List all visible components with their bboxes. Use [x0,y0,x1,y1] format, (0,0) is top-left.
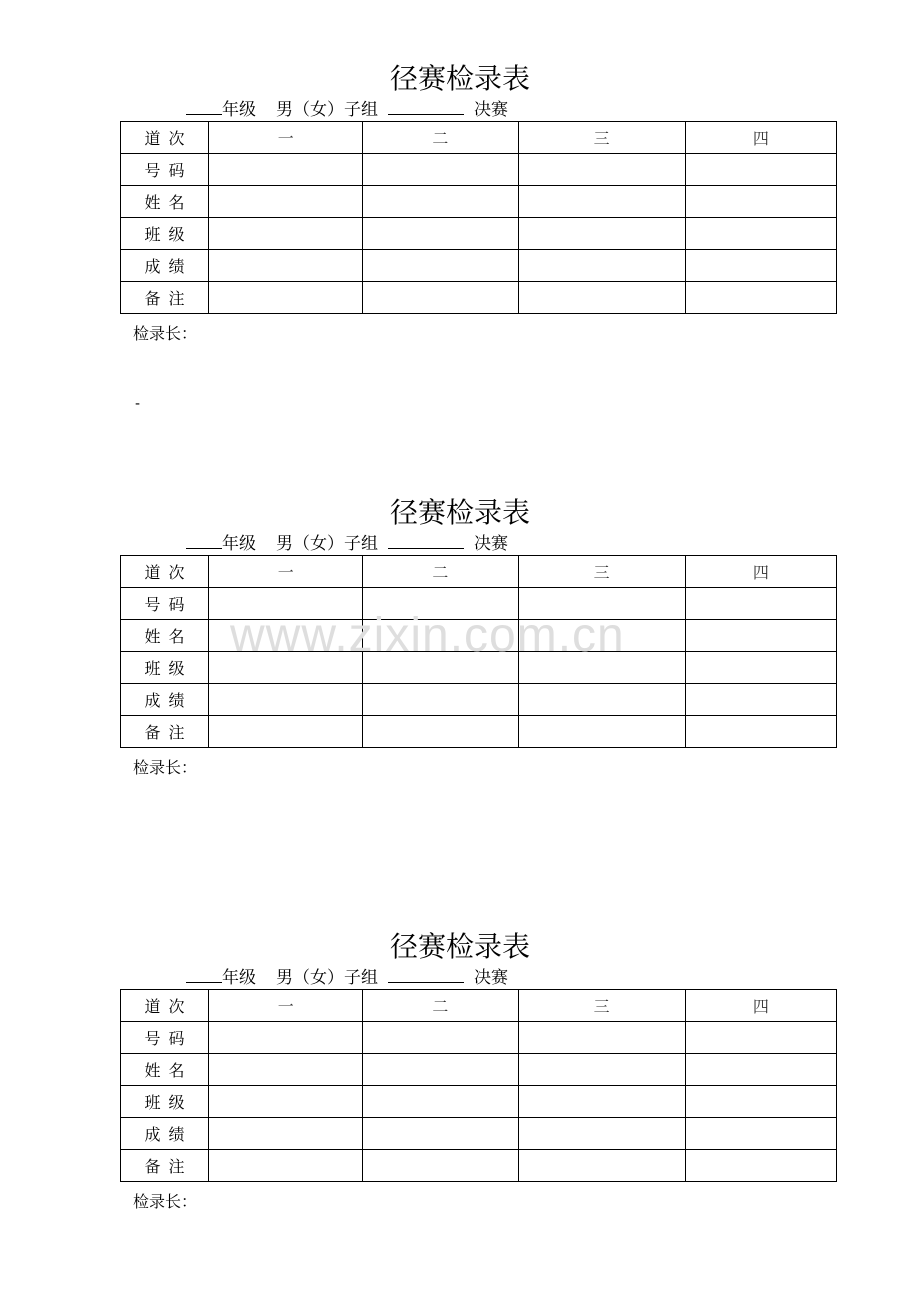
table-cell[interactable] [518,684,685,716]
row-label-class: 班级 [121,218,209,250]
table-cell[interactable] [209,218,363,250]
table-row [121,282,837,314]
stray-mark: - [135,396,141,412]
table-cell[interactable] [363,1150,518,1182]
lane-header: 道次 [121,556,209,588]
table-cell[interactable] [363,218,518,250]
table-cell[interactable] [363,684,518,716]
lane-4: 四 [685,990,836,1022]
table-cell[interactable] [363,154,518,186]
chief-label: 检录长： [133,758,198,777]
group-label: 男（女）子组 [276,100,378,120]
table-cell[interactable] [685,1118,836,1150]
lane-1: 一 [209,990,363,1022]
table-cell[interactable] [518,186,685,218]
table-cell[interactable] [209,716,363,748]
table-cell[interactable] [685,1086,836,1118]
table-cell[interactable] [363,620,518,652]
table-cell[interactable] [518,250,685,282]
table-row-lanes [121,122,837,154]
table-cell[interactable] [209,620,363,652]
table-cell[interactable] [518,1086,685,1118]
chief-label: 检录长： [133,324,198,343]
lane-1: 一 [209,556,363,588]
table-cell[interactable] [363,1086,518,1118]
table-cell[interactable] [685,282,836,314]
table-cell[interactable] [685,716,836,748]
grade-blank [186,966,222,983]
event-blank [388,98,464,115]
table-cell[interactable] [209,186,363,218]
lane-2: 二 [363,122,518,154]
table-cell[interactable] [518,154,685,186]
table-cell[interactable] [363,250,518,282]
event-blank [388,966,464,983]
row-label-number: 号码 [121,1022,209,1054]
lane-1: 一 [209,122,363,154]
table-cell[interactable] [685,154,836,186]
grade-blank [186,98,222,115]
event-blank [388,532,464,549]
row-label-number: 号码 [121,588,209,620]
table-cell[interactable] [685,1022,836,1054]
form-subtitle [186,966,508,989]
table-cell[interactable] [685,1150,836,1182]
table-row [121,1022,837,1054]
table-row [121,684,837,716]
grade-label: 年级 [222,534,256,554]
table-cell[interactable] [518,218,685,250]
round-label: 决赛 [474,100,508,120]
table-cell[interactable] [363,282,518,314]
chief-label: 检录长： [133,1192,198,1211]
table-cell[interactable] [518,716,685,748]
table-cell[interactable] [685,250,836,282]
table-row-lanes [121,556,837,588]
form-title: 径赛检录表 [389,496,530,529]
table-cell[interactable] [363,588,518,620]
table-cell[interactable] [209,1054,363,1086]
row-label-remarks: 备注 [121,282,209,314]
table-cell[interactable] [363,716,518,748]
lane-2: 二 [363,990,518,1022]
table-cell[interactable] [685,684,836,716]
entry-table [120,989,837,1182]
lane-4: 四 [685,122,836,154]
row-label-name: 姓名 [121,1054,209,1086]
table-cell[interactable] [209,282,363,314]
table-cell[interactable] [209,1118,363,1150]
table-cell[interactable] [363,186,518,218]
round-label: 决赛 [474,968,508,988]
table-cell[interactable] [518,282,685,314]
entry-table [120,121,837,314]
entry-table [120,555,837,748]
table-row [121,1054,837,1086]
table-cell[interactable] [209,652,363,684]
table-cell[interactable] [685,620,836,652]
lane-header: 道次 [121,990,209,1022]
table-cell[interactable] [685,652,836,684]
table-cell[interactable] [363,1054,518,1086]
row-label-name: 姓名 [121,620,209,652]
row-label-result: 成绩 [121,684,209,716]
form-title: 径赛检录表 [389,930,530,963]
row-label-remarks: 备注 [121,1150,209,1182]
table-cell[interactable] [518,652,685,684]
table-row-lanes [121,990,837,1022]
table-cell[interactable] [209,1022,363,1054]
row-label-result: 成绩 [121,250,209,282]
lane-2: 二 [363,556,518,588]
table-cell[interactable] [518,620,685,652]
lane-header: 道次 [121,122,209,154]
lane-3: 三 [518,990,685,1022]
table-row [121,588,837,620]
row-label-name: 姓名 [121,186,209,218]
table-cell[interactable] [685,588,836,620]
group-label: 男（女）子组 [276,968,378,988]
table-cell[interactable] [209,588,363,620]
table-cell[interactable] [518,1022,685,1054]
form-subtitle [186,532,508,555]
table-row [121,620,837,652]
table-cell[interactable] [685,186,836,218]
table-cell[interactable] [209,1150,363,1182]
table-row [121,218,837,250]
row-label-class: 班级 [121,1086,209,1118]
group-label: 男（女）子组 [276,534,378,554]
table-cell[interactable] [209,684,363,716]
table-row [121,1118,837,1150]
table-cell[interactable] [363,1022,518,1054]
table-cell[interactable] [209,154,363,186]
table-cell[interactable] [209,250,363,282]
lane-4: 四 [685,556,836,588]
grade-blank [186,532,222,549]
form-subtitle [186,98,508,121]
row-label-number: 号码 [121,154,209,186]
lane-3: 三 [518,122,685,154]
table-cell[interactable] [518,1118,685,1150]
table-row [121,1086,837,1118]
round-label: 决赛 [474,534,508,554]
row-label-remarks: 备注 [121,716,209,748]
row-label-class: 班级 [121,652,209,684]
table-row [121,186,837,218]
table-cell[interactable] [518,1054,685,1086]
form-title: 径赛检录表 [389,62,530,95]
table-row [121,652,837,684]
table-cell[interactable] [685,1054,836,1086]
table-row [121,1150,837,1182]
grade-label: 年级 [222,968,256,988]
table-row [121,716,837,748]
lane-3: 三 [518,556,685,588]
table-cell[interactable] [518,588,685,620]
table-cell[interactable] [363,652,518,684]
table-row [121,154,837,186]
table-row [121,250,837,282]
table-cell[interactable] [209,1086,363,1118]
row-label-result: 成绩 [121,1118,209,1150]
table-cell[interactable] [685,218,836,250]
table-cell[interactable] [518,1150,685,1182]
watermark: www.zixin.com.cn [230,609,625,662]
table-cell[interactable] [363,1118,518,1150]
grade-label: 年级 [222,100,256,120]
